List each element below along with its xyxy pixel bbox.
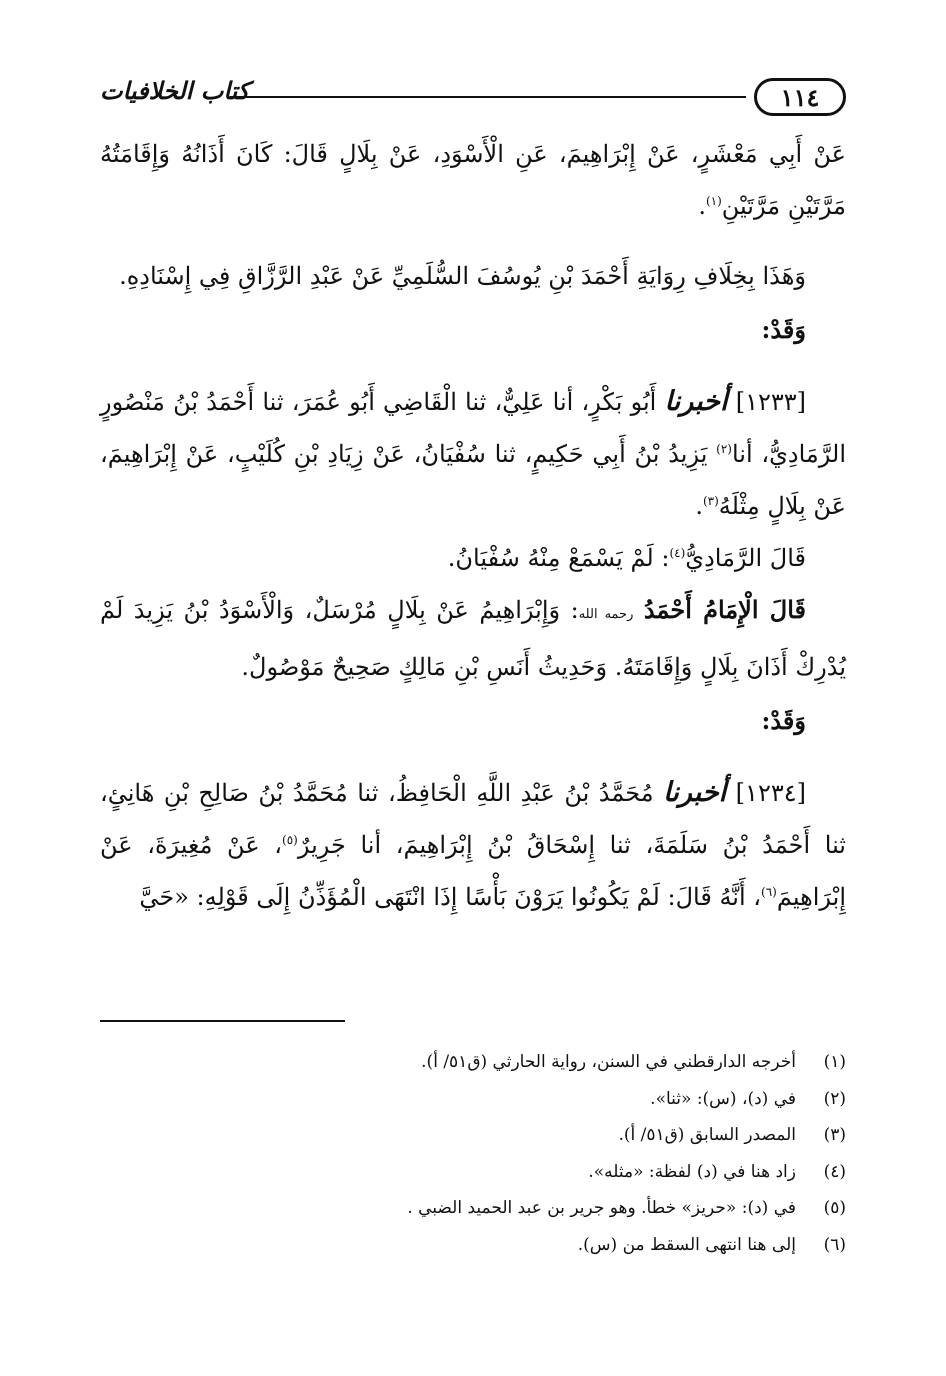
footnote-divider [100, 1020, 345, 1022]
footnote-item [100, 1044, 846, 1081]
report-text: يَزِيدُ بْنُ أَبِي حَكِيمٍ، ثنا سُفْيَانُ، عَنْ زِيَادِ بْنِ كُلَيْبٍ، عَنْ إِبْرَاهِيمَ، عَنْ بِلَالٍ مِثْلَهُ [100, 440, 846, 520]
waqad-label: وَقَدْ: [761, 706, 806, 735]
footnote-number: (٥) [823, 1198, 846, 1218]
report-text: ، أَنَّهُ قَالَ: لَمْ يَكُونُوا يَرَوْنَ بَأْسًا إِذَا انْتَهَى الْمُؤَذِّنُ إِلَى قَوْلِهِ: «حَيَّ [139, 883, 762, 911]
report-text: ، عَنْ مُغِيرَةَ، عَنْ إِبْرَاهِيمَ [100, 831, 846, 911]
footnote-ref[interactable]: (٢) [716, 442, 732, 456]
punctuation: . [698, 192, 706, 220]
ramadi-statement [100, 532, 846, 584]
akhbarana-label: أخبرنا [663, 777, 727, 808]
akhbarana-label: أخبرنا [664, 386, 728, 417]
footnote-ref[interactable]: (٣) [702, 494, 719, 508]
footnote-number: (٦) [823, 1234, 846, 1255]
footnote-text: في (د)، (س): «ثنا». [650, 1088, 796, 1109]
footnote-text: في (د): «حريز» خطأ. وهو جرير بن عبد الحميد الضبي . [407, 1198, 796, 1218]
footnote-ref[interactable]: (٤) [669, 546, 686, 560]
footnote-item [100, 1227, 846, 1264]
footnote-item [100, 1081, 846, 1118]
paragraph-2: وَهَذَا بِخِلَافِ رِوَايَةِ أَحْمَدَ بْنِ يُوسُفَ السُّلَمِيِّ عَنْ عَبْدِ الرَّزَّاقِ فِي إِسْنَادِهِ. [119, 262, 806, 290]
footnote-item [100, 1117, 846, 1154]
waqad-label: وَقَدْ: [761, 315, 806, 344]
paragraph-text: عَنْ أَبِي مَعْشَرٍ، عَنْ إِبْرَاهِيمَ، عَنِ الْأَسْوَدِ، عَنْ بِلَالٍ قَالَ: كَانَ أَذَانُهُ وَإِقَامَتُهُ مَرَّتَيْنِ مَرَّتَيْنِ [100, 140, 846, 220]
footnote-number: (٢) [823, 1088, 846, 1109]
header-divider [230, 96, 746, 98]
footnotes-list [100, 1044, 846, 1263]
report-1233 [100, 376, 846, 532]
honorific: رحمه الله [578, 607, 634, 622]
footnote-text: إلى هنا انتهى السقط من (س). [577, 1234, 796, 1255]
footnote-text: زاد هنا في (د) لفظة: «مثله». [588, 1161, 796, 1182]
book-title: كتاب الخلافيات [100, 76, 250, 105]
page-header [100, 70, 846, 126]
statement-text: : لَمْ يَسْمَعْ مِنْهُ سُفْيَانُ. [447, 544, 670, 572]
footnote-number: (١) [823, 1052, 846, 1072]
statement-label: قَالَ الرَّمَادِيُّ [685, 544, 806, 572]
imam-statement [100, 584, 846, 693]
imam-label: قَالَ الْإِمَامُ أَحْمَدُ [643, 595, 806, 624]
footnote-text: المصدر السابق (ق٥١/ أ). [618, 1125, 796, 1145]
punctuation: . [695, 492, 703, 520]
report-number: [١٢٣٤] [735, 779, 806, 807]
footnote-item [100, 1154, 846, 1191]
report-text: أَبُو بَكْرٍ، أنا عَلِيٌّ، ثنا الْقَاضِي أَبُو عُمَرَ، ثنا أَحْمَدُ بْنُ مَنْصُورٍ الرَّمَادِيُّ، أنا [100, 388, 846, 468]
footnote-number: (٣) [823, 1125, 846, 1145]
report-number: [١٢٣٣] [735, 388, 806, 416]
statement-text: : وَإِبْرَاهِيمُ عَنْ بِلَالٍ مُرْسَلٌ، وَالْأَسْوَدُ بْنُ يَزِيدَ لَمْ يُدْرِكْ أَذَانَ بِلَالٍ وَإِقَامَتَهُ. وَحَدِيثُ أَنَسِ بْنِ مَالِكٍ صَحِيحٌ مَوْصُولٌ. [100, 596, 846, 681]
page-number: ١١٤ [754, 78, 846, 116]
footnote-number: (٤) [823, 1161, 846, 1182]
report-text: مُحَمَّدُ بْنُ عَبْدِ اللَّهِ الْحَافِظُ، ثنا مُحَمَّدُ بْنُ صَالِحِ بْنِ هَانِئٍ، ثنا أَحْمَدُ بْنُ سَلَمَةَ، ثنا إِسْحَاقُ بْنُ إِبْرَاهِيمَ، أنا جَرِيرٌ [100, 779, 846, 859]
footnote-ref[interactable]: (٥) [282, 833, 298, 847]
footnote-ref[interactable]: (٦) [761, 885, 777, 899]
footnote-text: أخرجه الدارقطني في السنن، رواية الحارثي (ق٥١/ أ). [421, 1052, 796, 1072]
paragraph-1 [100, 128, 846, 232]
report-1234 [100, 767, 846, 923]
main-text [100, 128, 846, 923]
footnote-item [100, 1190, 846, 1227]
footnote-ref[interactable]: (١) [705, 194, 722, 208]
